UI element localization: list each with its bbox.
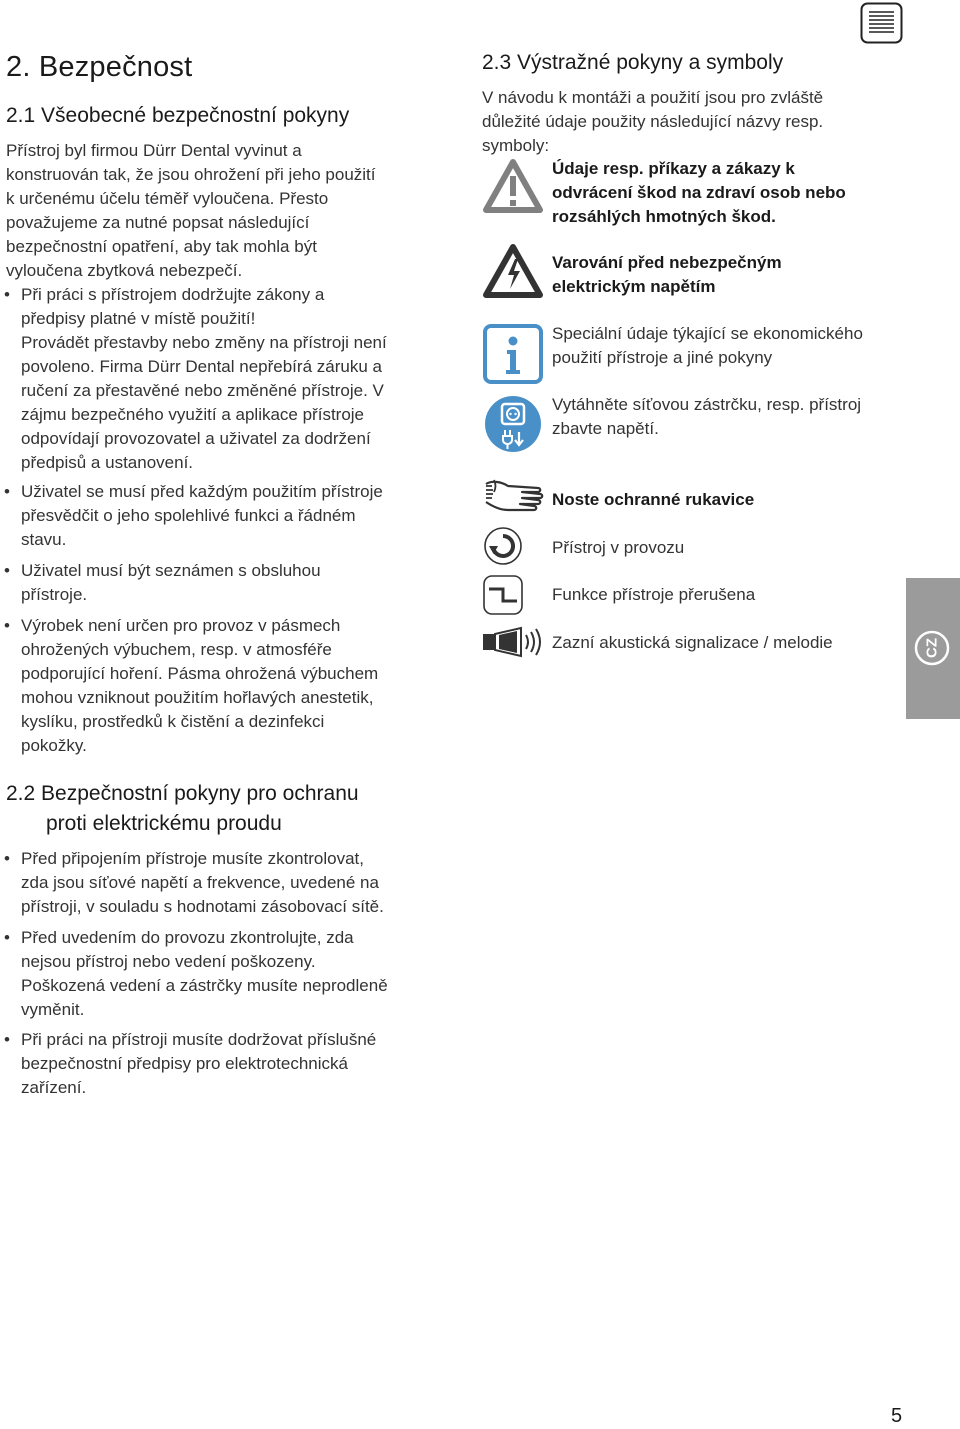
- symbol-text-warning: Údaje resp. příkazy a zákazy k odvrácení škod na zdraví osob nebo rozsáhlých hmotných škod.: [552, 159, 846, 226]
- high-voltage-icon: [482, 243, 544, 299]
- symbol-text-unplug: Vytáhněte síťovou zástrčku, resp. přístroj zbavte napětí.: [552, 395, 862, 438]
- electrical-heading: 2.2 Bezpečnostní pokyny pro ochranu proti elektrickému proudu: [6, 782, 359, 835]
- list-item: • Uživatel musí být seznámen s obsluhou přístroje.: [4, 561, 321, 604]
- list-item: • Uživatel se musí před každým použitím přístroje přesvědčit o jeho spolehlivé funkci a řádném stavu.: [4, 482, 383, 549]
- list-item: • Před uvedením do provozu zkontrolujte, zda nejsou přístroj nebo vedení poškozeny. Poškozená vedení a zástrčky musíte neprodleně vyměnit.: [4, 928, 388, 1019]
- language-badge: [912, 628, 952, 668]
- list-item: • Při práci na přístroji musíte dodržovat příslušné bezpečnostní předpisy pro elektrotechnická zařízení.: [4, 1030, 377, 1097]
- symbol-text-acoustic: Zazní akustická signalizace / melodie: [552, 633, 833, 652]
- list-item: • Při práci s přístrojem dodržujte zákony a předpisy platné v místě použití! Provádět přestavby nebo změny na přístroji není povoleno. Firma Dürr Dental nepřebírá záruku a ručení za přestavěné nebo změněné přístroje. V zájmu bezpečného využití a aplikace přístroje odpovídají provozovatel a uživatel za dodržení předpisů a ustanovení.: [4, 285, 387, 472]
- list-item: • Výrobek není určen pro provoz v pásmech ohrožených výbuchem, resp. v atmosféře podporující hoření. Pásma ohrožená výbuchem mohou vzniknout použitím hořlavých anestetik, kyslíku, prostředků k čistění a dezinfekci pokožky.: [4, 616, 379, 755]
- language-tab: [906, 578, 960, 719]
- symbols-heading: 2.3 Výstražné pokyny a symboly: [482, 51, 784, 74]
- unplug-icon: [483, 394, 543, 454]
- symbol-text-interrupted: Funkce přístroje přerušena: [552, 585, 756, 604]
- symbol-text-gloves: Noste ochranné rukavice: [552, 490, 755, 509]
- symbol-text-running: Přístroj v provozu: [552, 538, 685, 557]
- general-intro: Přístroj byl firmou Dürr Dental vyvinut a konstruován tak, že jsou ohrožení při jeho použití k určenému účelu téměř vyloučena. Přesto považujeme za nutné popsat následující bezpečnostní opatření, aby tak mohla být vyloučena zbytková nebezpečí.: [6, 141, 376, 280]
- function-interrupted-icon: [483, 575, 523, 615]
- info-icon: [483, 324, 543, 384]
- symbols-intro: V návodu k montáži a použití jsou pro zvláště důležité údaje použity následující názvy resp. symboly:: [482, 88, 824, 155]
- list-item: • Před připojením přístroje musíte zkontrolovat, zda jsou síťové napětí a frekvence, uvedené na přístroji, v souladu s hodnotami zásobovací sítě.: [4, 849, 384, 916]
- warning-triangle-icon: [482, 158, 544, 214]
- section-title: 2. Bezpečnost: [6, 51, 193, 83]
- document-icon: [860, 2, 903, 44]
- gloves-icon: [482, 476, 544, 520]
- page-number: 5: [891, 1405, 903, 1427]
- language-code: CZ: [923, 638, 941, 658]
- symbol-text-voltage: Varování před nebezpečným elektrickým napětím: [552, 253, 782, 296]
- acoustic-signal-icon: [481, 626, 547, 658]
- device-running-icon: [483, 526, 523, 566]
- general-heading: 2.1 Všeobecné bezpečnostní pokyny: [6, 104, 350, 127]
- symbol-text-info: Speciální údaje týkající se ekonomického použití přístroje a jiné pokyny: [552, 324, 863, 367]
